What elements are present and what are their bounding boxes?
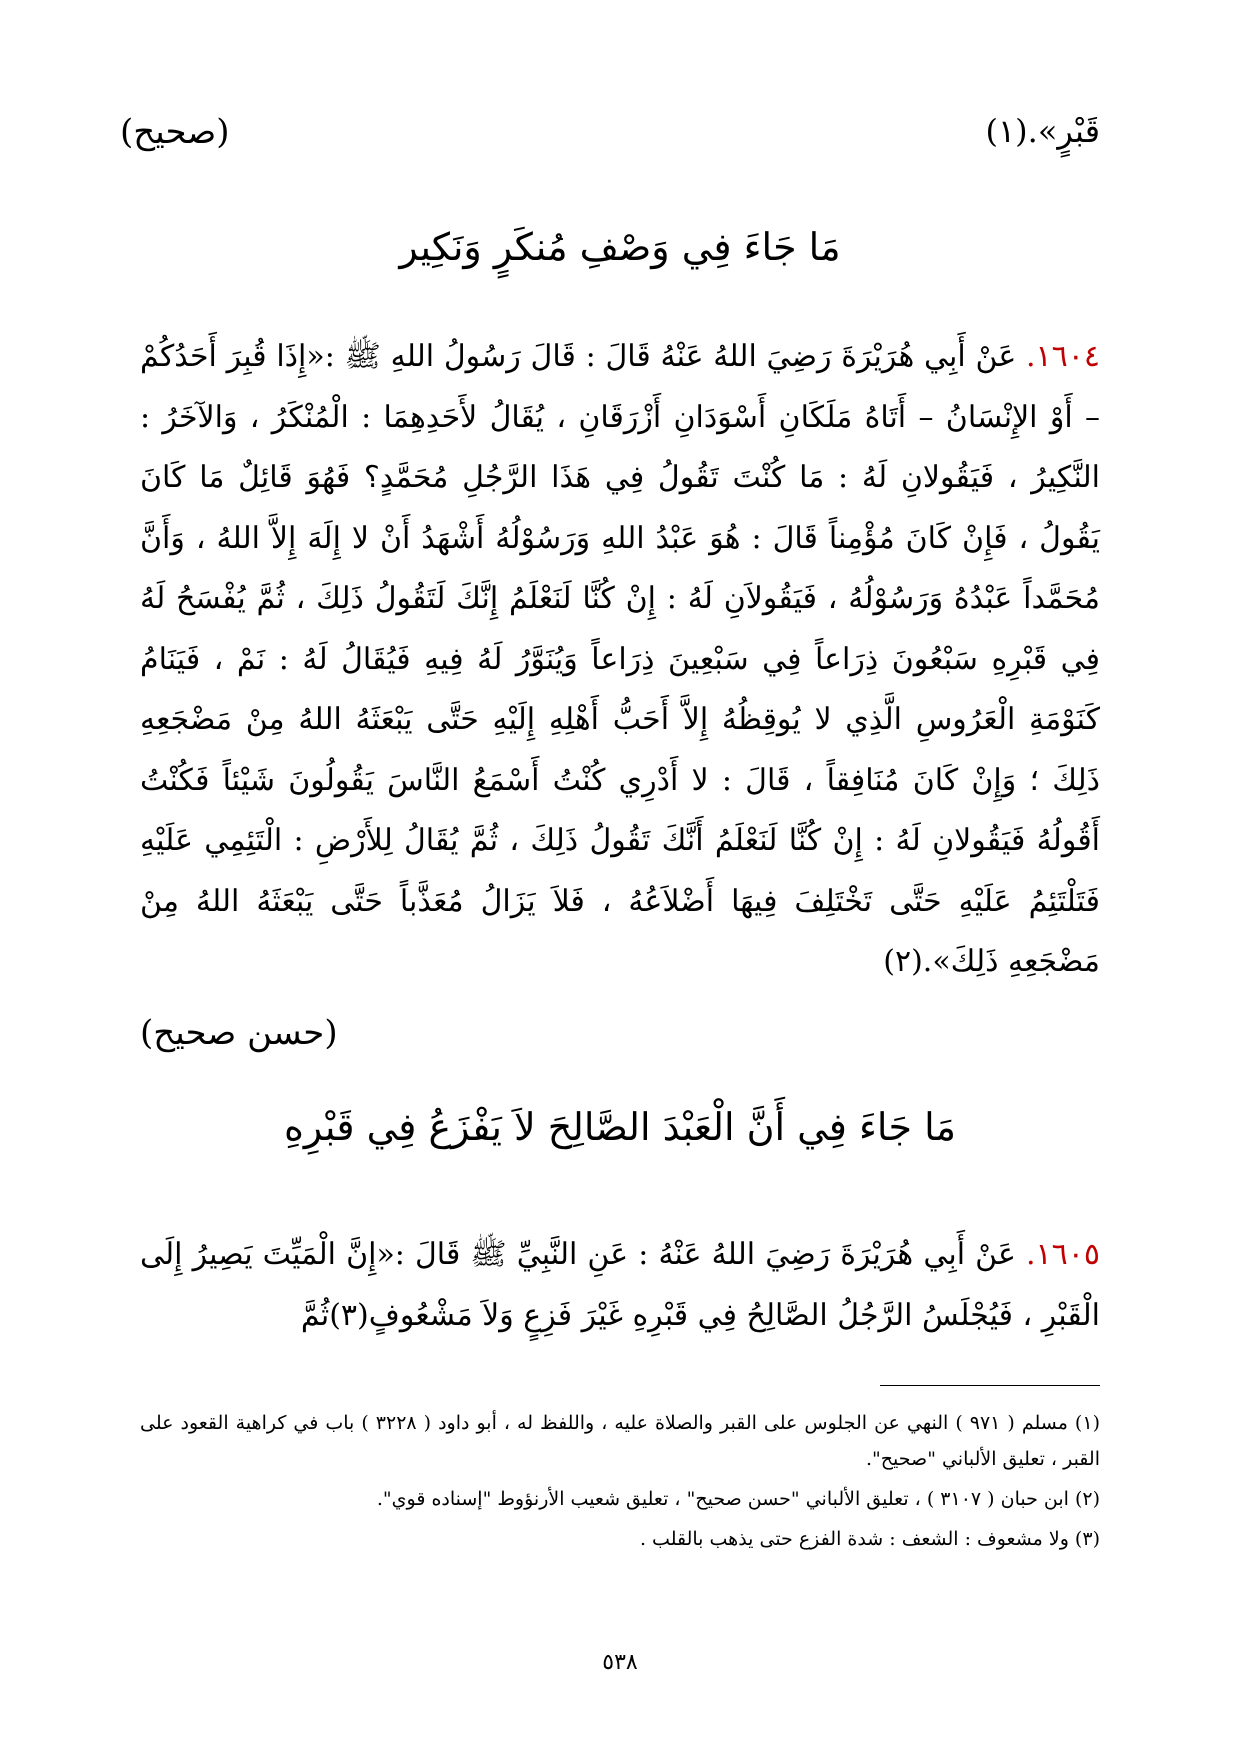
hadith-number: ١٦٠٤. [1026, 339, 1100, 374]
footnote-divider [880, 1385, 1100, 1386]
grade-label: (حسن صحيح) [140, 1013, 338, 1053]
section-heading: مَا جَاءَ فِي وَصْفِ مُنكَرٍ وَنَكِير [399, 225, 841, 269]
continuation-text: قَبْرٍ».(١) [985, 112, 1100, 150]
hadith-paragraph [140, 1225, 1100, 1346]
hadith-number: ١٦٠٥. [1026, 1237, 1100, 1272]
top-line [120, 112, 1100, 172]
section-heading: مَا جَاءَ فِي أَنَّ الْعَبْدَ الصَّالِحَ لاَ يَفْزَعُ فِي قَبْرِهِ [284, 1105, 956, 1149]
hadith-text: عَنْ أَبِي هُرَيْرَةَ رَضِيَ اللهُ عَنْهُ : عَنِ النَّبِيِّ ﷺ قَالَ :«إِنَّ الْمَيِّتَ يَصِيرُ إِلَى الْقَبْرِ ، فَيُجْلَسُ الرَّجُلُ الصَّالِحُ فِي قَبْرِهِ غَيْرَ فَزِعٍ وَلاَ مَشْعُوفٍ(٣)ثُمَّ [140, 1237, 1100, 1333]
footnote: (٢) ابن حبان ( ٣١٠٧ ) ، تعليق الألباني "حسن صحيح" ، تعليق شعيب الأرنؤوط "إسناده قوي". [376, 1488, 1100, 1510]
footnotes [140, 1405, 1100, 1561]
hadith-text: عَنْ أَبِي هُرَيْرَةَ رَضِيَ اللهُ عَنْهُ قَالَ : قَالَ رَسُولُ اللهِ ﷺ :«إِذَا قُبِرَ أَحَدُكُمْ – أَوْ الإِنْسَانُ – أَتَاهُ مَلَكَانِ أَسْوَدَانِ أَزْرَقَانِ ، يُقَالُ لأَحَدِهِمَا : الْمُنْكَرُ ، وَالآخَرُ : النَّكِيرُ ، فَيَقُولانِ لَهُ : مَا كُنْتَ تَقُولُ فِي هَذَا الرَّجُلِ مُحَمَّدٍ؟ فَهُوَ قَائِلٌ مَا كَانَ يَقُولُ ، فَإِنْ كَانَ مُؤْمِناً قَالَ : هُوَ عَبْدُ اللهِ وَرَسُوْلُهُ أَشْهَدُ أَنْ لا إِلَهَ إِلاَّ اللهُ ، وَأَنَّ مُحَمَّداً عَبْدُهُ وَرَسُوْلُهُ ، فَيَقُولاَنِ لَهُ : إِنْ كُنَّا لَنَعْلَمُ إِنَّكَ لَتَقُولُ ذَلِكَ ، ثُمَّ يُفْسَحُ لَهُ فِي قَبْرِهِ سَبْعُونَ ذِرَاعاً فِي سَبْعِينَ ذِرَاعاً وَيُنَوَّرُ لَهُ فِيهِ فَيُقَالُ لَهُ : نَمْ ، فَيَنَامُ كَنَوْمَةِ الْعَرُوسِ الَّذِي لا يُوقِظُهُ إِلاَّ أَحَبُّ أَهْلِهِ إِلَيْهِ حَتَّى يَبْعَثَهُ اللهُ مِنْ مَضْجَعِهِ ذَلِكَ ؛ وَإِنْ كَانَ مُنَافِقاً ، قَالَ : لا أَدْرِي كُنْتُ أَسْمَعُ النَّاسَ يَقُولُونَ شَيْئاً فَكُنْتُ أَقُولُهُ فَيَقُولانِ لَهُ : إِنْ كُنَّا لَنَعْلَمُ أَنَّكَ تَقُولُ ذَلِكَ ، ثُمَّ يُقَالُ لِلأَرْضِ : الْتَئِمِي عَلَيْهِ فَتَلْتَئِمُ عَلَيْهِ حَتَّى تَخْتَلِفَ فِيهَا أَضْلاَعُهُ ، فَلاَ يَزَالُ مُعَذَّباً حَتَّى يَبْعَثَهُ اللهُ مِنْ مَضْجَعِهِ ذَلِكَ».(٢) [140, 339, 1100, 979]
hadith-paragraph [140, 327, 1100, 1053]
footnote: (١) مسلم ( ٩٧١ ) النهي عن الجلوس على القبر والصلاة عليه ، واللفظ له ، أبو داود ( ٣٢٢٨ ) باب في كراهية القعود على القبر ، تعليق الألباني "صحيح". [140, 1412, 1100, 1470]
footnote: (٣) ولا مشعوف : الشعف : شدة الفزع حتى يذهب بالقلب . [639, 1528, 1100, 1550]
page-number: ٥٣٨ [602, 1650, 638, 1675]
grade-label: (صحيح) [120, 112, 230, 152]
